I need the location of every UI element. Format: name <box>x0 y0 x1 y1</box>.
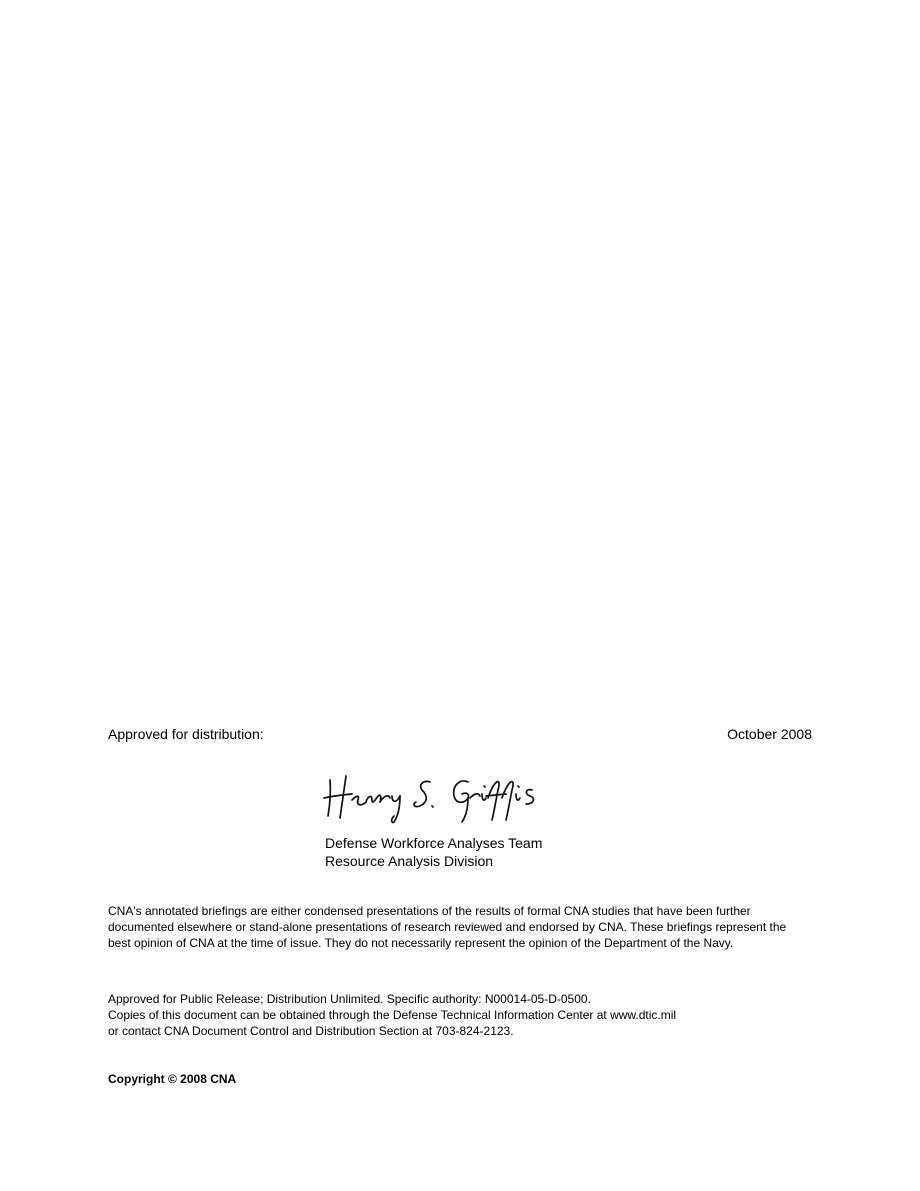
release-line-contact: or contact CNA Document Control and Distribution Section at 703-824-2123. <box>108 1024 514 1038</box>
release-line-authority: Approved for Public Release; Distribution Unlimited. Specific authority: N00014-05-D-0500. <box>108 992 591 1006</box>
copyright-notice: Copyright © 2008 CNA <box>108 1072 237 1086</box>
signer-affiliation <box>325 834 542 870</box>
approval-row <box>108 726 812 746</box>
handwritten-signature <box>320 760 550 830</box>
signature-graphic <box>320 760 550 830</box>
signature-name <box>320 830 321 831</box>
disclaimer-paragraph: CNA's annotated briefings are either condensed presentations of the results of formal CNA studies that have been further documented elsewhere or stand-alone presentations of research reviewed and endorsed by CNA. These briefings represent the best opinion of CNA at the time of issue. They do not necessarily represent the opinion of the Department of the Navy. <box>108 904 787 950</box>
signer-division: Resource Analysis Division <box>325 853 494 869</box>
signer-team: Defense Workforce Analyses Team <box>325 835 543 851</box>
release-line-dtic: Copies of this document can be obtained through the Defense Technical Information Center at www.dtic.mil <box>108 1008 677 1022</box>
approval-label: Approved for distribution: <box>108 726 264 742</box>
release-statement <box>108 991 812 1039</box>
approval-date: October 2008 <box>727 726 812 742</box>
